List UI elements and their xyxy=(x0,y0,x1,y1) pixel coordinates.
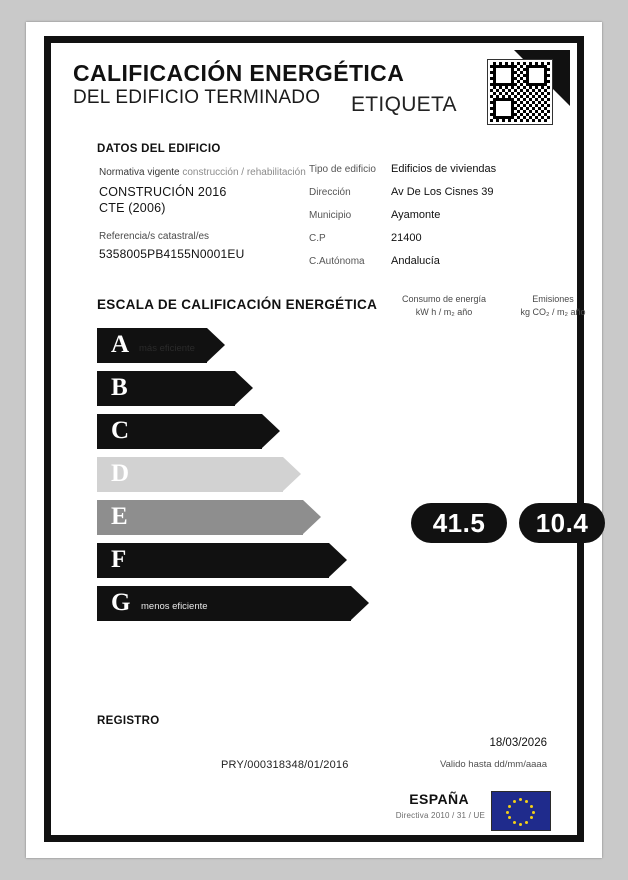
field-value: Edificios de viviendas xyxy=(391,163,497,175)
normativa-label-text: Normativa vigente xyxy=(99,167,180,178)
datos-left-column xyxy=(99,167,339,261)
etiqueta-label: ETIQUETA xyxy=(351,93,457,116)
referencia-value: 5358005PB4155N0001EU xyxy=(99,247,245,261)
scale-bar-a xyxy=(97,328,397,363)
escala-section-title: ESCALA DE CALIFICACIÓN ENERGÉTICA xyxy=(97,297,378,312)
field-value: Andalucía xyxy=(391,255,440,267)
scale-bar-b xyxy=(97,371,397,406)
page-title: CALIFICACIÓN ENERGÉTICA xyxy=(73,60,405,86)
valid-date-label: Valido hasta dd/mm/aaaa xyxy=(439,759,547,770)
scale-letter: C xyxy=(111,417,130,444)
certificate-frame xyxy=(44,36,589,842)
referencia-label: Referencia/s catastral/es xyxy=(99,231,210,242)
normativa-value-1: CONSTRUCIÓN 2016 xyxy=(99,185,227,199)
scale-bar-d xyxy=(97,457,397,492)
datos-right-column xyxy=(309,163,559,278)
field-label: C.P xyxy=(309,233,326,244)
field-label: Municipio xyxy=(309,210,352,221)
datos-section-title: DATOS DEL EDIFICIO xyxy=(97,143,221,155)
scale-bar-g xyxy=(97,586,397,621)
registro-section-title: REGISTRO xyxy=(97,715,160,727)
field-label: Tipo de edificio xyxy=(309,164,376,175)
certificate-sheet xyxy=(26,22,602,858)
field-label: C.Autónoma xyxy=(309,256,365,267)
scale-bar-e xyxy=(97,500,397,535)
table-row xyxy=(309,232,559,244)
units-emissions xyxy=(503,293,603,319)
eu-flag-icon xyxy=(491,791,551,831)
scale-letter: G xyxy=(111,589,131,616)
page-subtitle: DEL EDIFICIO TERMINADO xyxy=(73,86,321,108)
energy-scale xyxy=(97,328,397,629)
units-energy-line1: Consumo de energía xyxy=(401,294,487,304)
units-emissions-line2: kg CO₂ / m₂ año xyxy=(520,307,586,318)
scale-letter: D xyxy=(111,460,130,487)
normativa-label xyxy=(99,167,339,178)
units-emissions-line1: Emisiones xyxy=(532,294,574,304)
units-energy xyxy=(389,293,499,319)
table-row xyxy=(309,209,559,221)
field-label: Dirección xyxy=(309,187,351,198)
scale-note-bottom: menos eficiente xyxy=(141,601,208,612)
directive-label: Directiva 2010 / 31 / UE xyxy=(395,811,485,820)
scale-note-top: más eficiente xyxy=(139,343,195,354)
units-energy-line2: kW h / m₂ año xyxy=(415,307,473,318)
scale-bar-f xyxy=(97,543,397,578)
registro-code: PRY/000318348/01/2016 xyxy=(221,759,349,771)
scale-letter: F xyxy=(111,546,127,573)
field-value: Av De Los Cisnes 39 xyxy=(391,186,494,198)
scale-letter: B xyxy=(111,374,128,401)
country-label: ESPAÑA xyxy=(409,791,469,807)
normativa-label-muted: construcción / rehabilitación xyxy=(182,167,306,178)
rating-emissions-badge: 10.4 xyxy=(519,503,605,543)
normativa-value-2: CTE (2006) xyxy=(99,201,166,215)
rating-energy-badge: 41.5 xyxy=(411,503,507,543)
scale-letter: A xyxy=(111,331,130,358)
field-value: 21400 xyxy=(391,232,422,244)
header xyxy=(73,61,553,109)
field-value: Ayamonte xyxy=(391,209,441,221)
valid-date: 18/03/2026 xyxy=(489,737,547,749)
scale-letter: E xyxy=(111,503,128,530)
table-row xyxy=(309,163,559,175)
scale-bar-c xyxy=(97,414,397,449)
table-row xyxy=(309,186,559,198)
table-row xyxy=(309,255,559,267)
qr-code-icon xyxy=(488,60,552,124)
